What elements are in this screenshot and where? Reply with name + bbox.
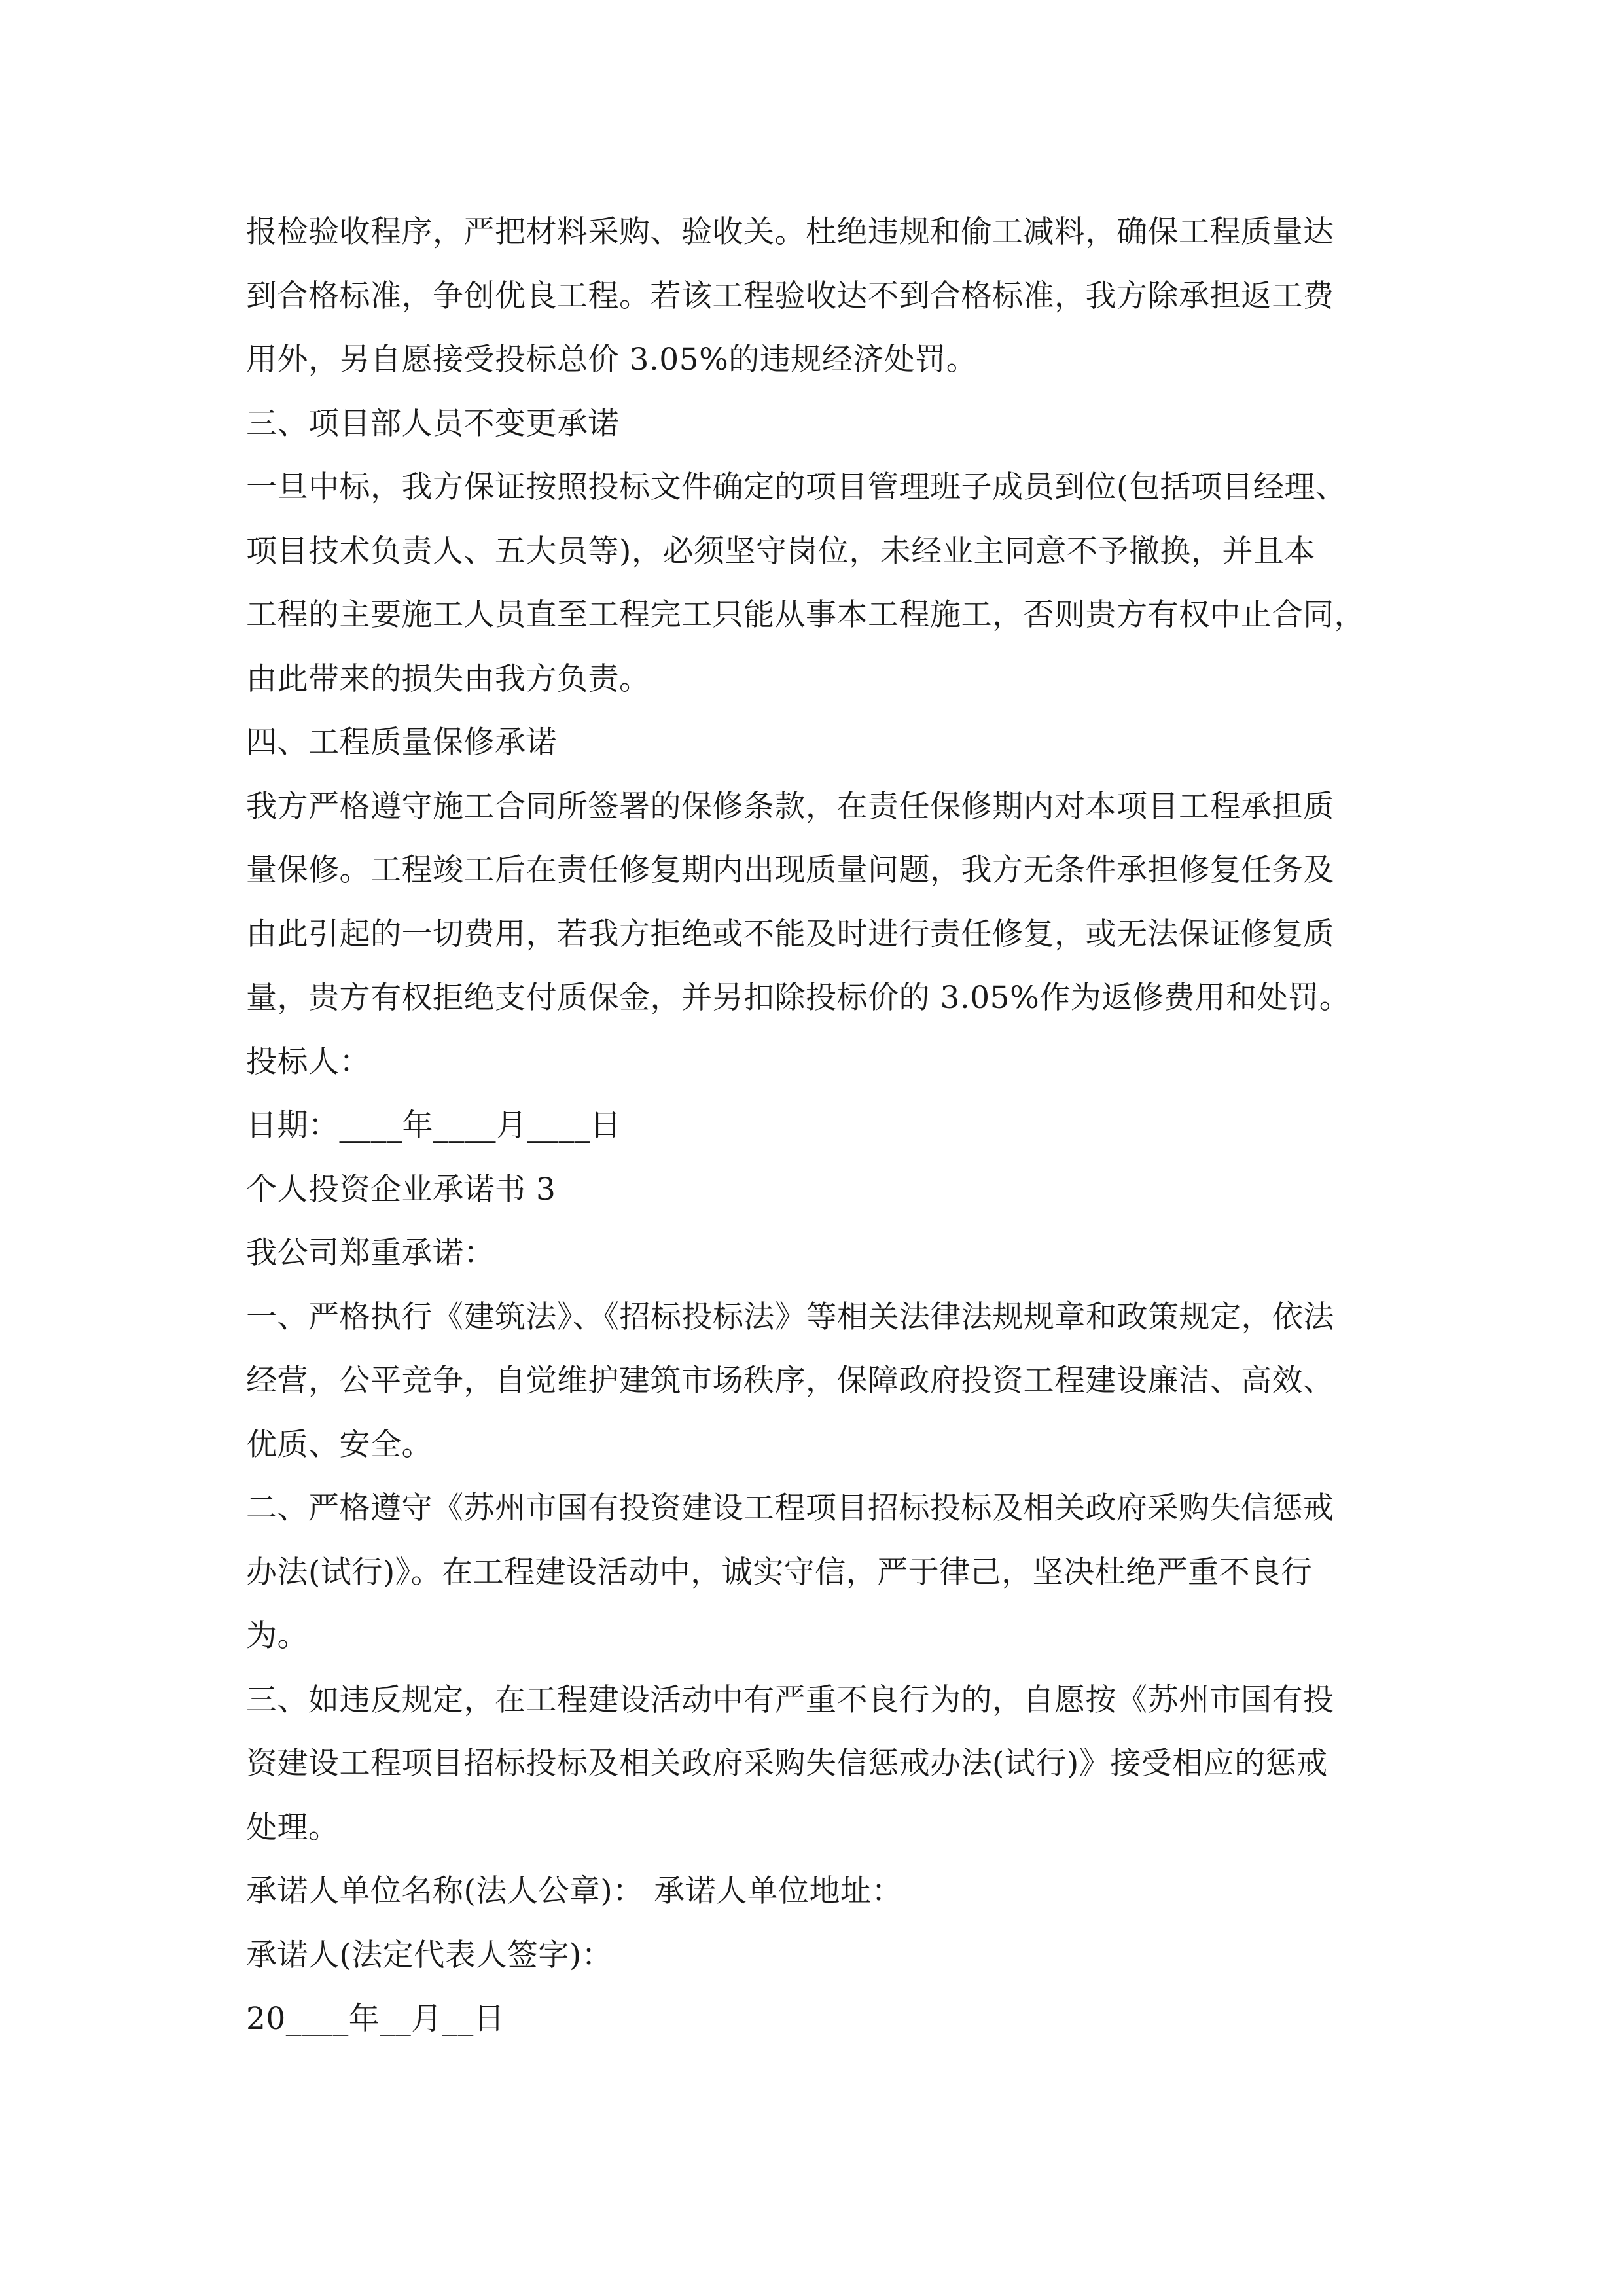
document-title: 个人投资企业承诺书 3 <box>246 1171 556 1208</box>
text-line: 我公司郑重承诺： <box>246 1235 495 1271</box>
signature-representative-line: 承诺人(法定代表人签字)： <box>246 1937 613 1973</box>
section-heading: 三、项目部人员不变更承诺 <box>246 405 619 442</box>
signature-unit-line: 承诺人单位名称(法人公章)： 承诺人单位地址： <box>246 1873 903 1909</box>
text-line: 工程的主要施工人员直至工程完工只能从事本工程施工，否则贵方有权中止合同， <box>246 597 1365 633</box>
text-line: 三、如违反规定，在工程建设活动中有严重不良行为的，自愿按《苏州市国有投 <box>246 1681 1334 1718</box>
text-line: 我方严格遵守施工合同所签署的保修条款，在责任保修期内对本项目工程承担质 <box>246 788 1334 825</box>
signature-date-line: 20____年__月__日 <box>246 2001 505 2037</box>
text-line: 资建设工程项目招标投标及相关政府采购失信惩戒办法(试行)》接受相应的惩戒 <box>246 1746 1328 1782</box>
text-line: 项目技术负责人、五大员等)，必须坚守岗位，未经业主同意不予撤换，并且本 <box>246 533 1315 569</box>
text-line: 一旦中标，我方保证按照投标文件确定的项目管理班子成员到位(包括项目经理、 <box>246 469 1347 505</box>
text-line: 由此带来的损失由我方负责。 <box>246 660 651 697</box>
bidder-label: 投标人： <box>246 1043 370 1080</box>
section-heading: 四、工程质量保修承诺 <box>246 725 557 761</box>
text-line: 由此引起的一切费用，若我方拒绝或不能及时进行责任修复，或无法保证修复质 <box>246 916 1334 952</box>
text-line: 处理。 <box>246 1809 340 1846</box>
text-line: 一、严格执行《建筑法》、《招标投标法》等相关法律法规规章和政策规定，依法 <box>246 1299 1334 1335</box>
text-line: 办法(试行)》。在工程建设活动中，诚实守信，严于律己，坚决杜绝严重不良行 <box>246 1554 1313 1590</box>
text-line: 二、严格遵守《苏州市国有投资建设工程项目招标投标及相关政府采购失信惩戒 <box>246 1490 1334 1526</box>
text-line: 经营，公平竞争，自觉维护建筑市场秩序，保障政府投资工程建设廉洁、高效、 <box>246 1363 1334 1399</box>
text-line: 优质、安全。 <box>246 1426 433 1463</box>
date-line: 日期：____年____月____日 <box>246 1107 621 1143</box>
text-line: 用外，另自愿接受投标总价 3.05%的违规经济处罚。 <box>246 342 978 378</box>
text-line: 为。 <box>246 1618 308 1654</box>
text-line: 量保修。工程竣工后在责任修复期内出现质量问题，我方无条件承担修复任务及 <box>246 852 1334 888</box>
document-page <box>246 200 1398 2051</box>
text-line: 报检验收程序，严把材料采购、验收关。杜绝违规和偷工减料，确保工程质量达 <box>246 214 1334 250</box>
text-line: 到合格标准，争创优良工程。若该工程验收达不到合格标准，我方除承担返工费 <box>246 278 1334 314</box>
text-line: 量，贵方有权拒绝支付质保金，并另扣除投标价的 3.05%作为返修费用和处罚。 <box>246 980 1351 1016</box>
